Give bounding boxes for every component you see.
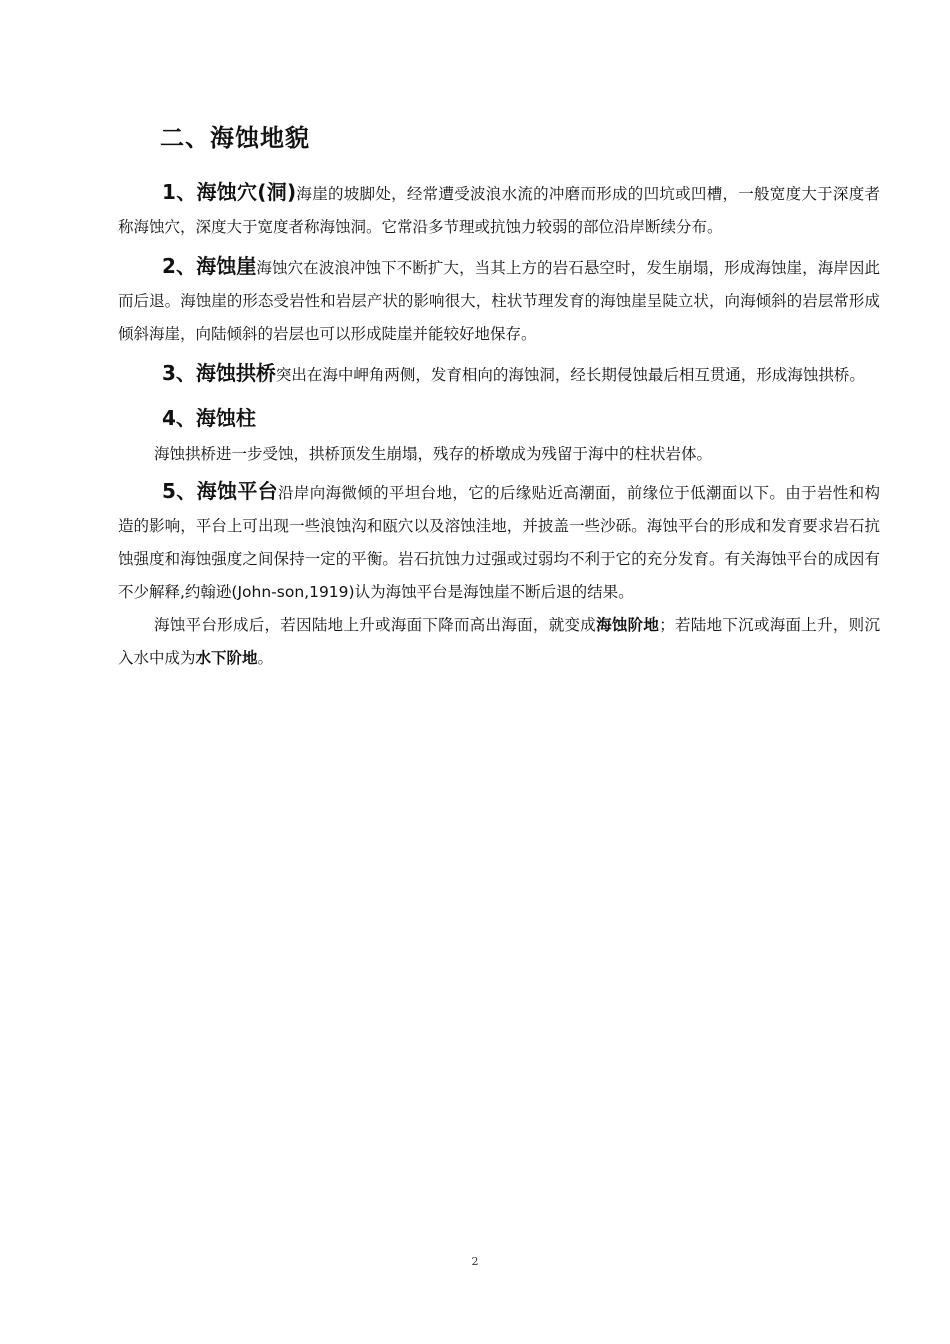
section-paragraph-2 [118, 250, 880, 351]
section-heading-2: 2、海蚀崖 [162, 254, 257, 278]
section-heading-1: 1、海蚀穴(洞) [162, 180, 297, 204]
section-paragraph-3 [118, 357, 880, 392]
section-paragraph-5 [118, 475, 880, 609]
page-number: 2 [471, 1255, 479, 1268]
term-submarine-terrace: 水下阶地 [195, 649, 258, 667]
section-text-5: 沿岸向海微倾的平坦台地，它的后缘贴近高潮面，前缘位于低潮面以下。由于岩性和构造的影响，平台上可出现一些浪蚀沟和瓯穴以及溶蚀洼地，并披盖一些沙砾。海蚀平台的形成和发育要求岩石抗蚀强度和海蚀强度之间保持一定的平衡。岩石抗蚀力过强或过弱均不利于它的充分发育。有关海蚀平台的成因有不少解释,约翰逊(John-son,1919)认为海蚀平台是海蚀崖不断后退的结果。 [118, 484, 880, 601]
term-marine-terrace: 海蚀阶地 [596, 616, 660, 634]
section-heading-5: 5、海蚀平台 [162, 479, 279, 503]
closing-text-3: 。 [257, 649, 274, 667]
section-paragraph-1 [118, 176, 880, 244]
section-text-2: 海蚀穴在波浪冲蚀下不断扩大，当其上方的岩石悬空时，发生崩塌，形成海蚀崖，海岸因此而后退。海蚀崖的形态受岩性和岩层产状的影响很大，柱状节理发育的海蚀崖呈陡立状，向海倾斜的岩层常形成倾斜海崖，向陆倾斜的岩层也可以形成陡崖并能较好地保存。 [118, 259, 880, 343]
section-heading-4: 4、海蚀柱 [162, 406, 256, 430]
section-heading-3: 3、海蚀拱桥 [162, 361, 276, 385]
page-title: 二、海蚀地貌 [160, 124, 310, 152]
section-text-4: 海蚀拱桥进一步受蚀，拱桥顶发生崩塌，残存的桥墩成为残留于海中的柱状岩体。 [154, 445, 713, 463]
section-text-3: 突出在海中岬角两侧，发育相向的海蚀洞，经长期侵蚀最后相互贯通，形成海蚀拱桥。 [275, 366, 865, 384]
closing-text-1: 海蚀平台形成后，若因陆地上升或海面下降而高出海面，就变成 [154, 616, 597, 634]
closing-text-2: ；若陆地下沉或海面上升，则沉入水中成为 [118, 616, 880, 667]
document-body [118, 176, 880, 675]
section-text-1: 海崖的坡脚处，经常遭受波浪水流的冲磨而形成的凹坑或凹槽，一般宽度大于深度者称海蚀穴，深度大于宽度者称海蚀洞。它常沿多节理或抗蚀力较弱的部位沿岸断续分布。 [118, 185, 880, 236]
closing-paragraph [118, 609, 880, 675]
